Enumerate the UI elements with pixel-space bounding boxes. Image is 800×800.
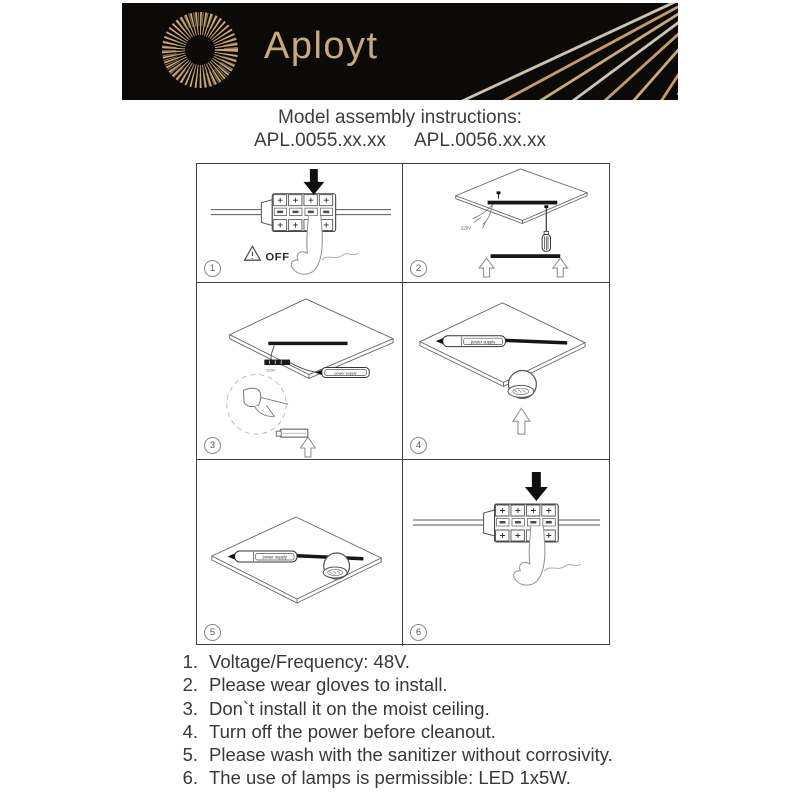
model-number-right: APL.0056.xx.xx xyxy=(414,130,547,151)
arrow-up-icon xyxy=(553,258,568,277)
assembly-step-2-panel xyxy=(403,164,609,283)
assembly-step-3-panel xyxy=(197,283,403,460)
mounting-bar xyxy=(488,201,558,205)
note-number: 2. xyxy=(182,674,198,696)
detail-callout xyxy=(227,374,288,434)
step-2-illustration xyxy=(403,164,609,282)
screwdriver-icon xyxy=(542,212,550,252)
note-number: 3. xyxy=(182,697,198,719)
connector-block xyxy=(264,360,290,365)
banner-decoration xyxy=(122,3,678,100)
assembly-step-5-panel xyxy=(197,460,403,646)
title-block xyxy=(0,106,800,153)
note-text: Please wash with the sanitizer without corrosivity. xyxy=(209,744,613,766)
ceiling-panel xyxy=(230,299,393,379)
assembly-step-6-panel xyxy=(403,460,609,646)
power-supply-box xyxy=(228,551,297,562)
warning-off-label xyxy=(245,246,290,263)
rays-decoration xyxy=(458,3,678,100)
step-5-illustration xyxy=(197,460,402,646)
note-number: 6. xyxy=(182,767,198,789)
notes-list xyxy=(172,650,732,790)
page-title: Model assembly instructions: xyxy=(278,107,522,128)
step-number-badge: 2 xyxy=(410,260,427,277)
breaker-block xyxy=(484,504,559,542)
step-1-illustration xyxy=(197,164,402,282)
sunburst-logo-icon xyxy=(169,19,231,81)
off-label: OFF xyxy=(265,251,290,264)
note-number: 5. xyxy=(182,744,198,766)
note-number: 4. xyxy=(182,720,198,742)
note-text: Please wear gloves to install. xyxy=(209,674,448,696)
arrow-up-icon xyxy=(479,258,494,277)
assembly-step-4-panel xyxy=(403,283,609,460)
note-text: Don`t install it on the moist ceiling. xyxy=(209,697,490,719)
mounting-bar xyxy=(268,342,347,345)
step-number-badge: 6 xyxy=(410,624,427,641)
power-supply-label: power supply xyxy=(262,554,287,560)
note-text: Turn off the power before cleanout. xyxy=(209,720,496,742)
note-text: Voltage/Frequency: 48V. xyxy=(209,651,410,672)
note-number: 1. xyxy=(182,651,198,672)
arrow-up-icon xyxy=(300,437,315,457)
model-number-left: APL.0055.xx.xx xyxy=(253,130,386,151)
arrow-up-icon xyxy=(513,408,530,434)
assembly-steps-grid xyxy=(196,163,610,645)
breaker-block xyxy=(261,194,335,232)
power-supply-label: power supply xyxy=(334,371,357,376)
voltage-label: 220V xyxy=(266,367,276,373)
step-number-badge: 4 xyxy=(410,437,427,454)
arrow-down-icon xyxy=(303,169,324,195)
loose-bar xyxy=(491,254,561,258)
model-numbers xyxy=(0,129,800,153)
arrow-down-icon xyxy=(525,472,548,501)
power-supply-box xyxy=(315,368,369,378)
step-4-illustration xyxy=(403,283,609,459)
assembly-step-1-panel xyxy=(197,164,403,283)
step-6-illustration xyxy=(403,460,609,646)
lamp-icon xyxy=(323,553,349,579)
power-supply-label: power supply xyxy=(470,339,496,345)
note-text: The use of lamps is permissible: LED 1x5W. xyxy=(209,767,571,789)
step-3-illustration xyxy=(197,283,402,459)
step-number-badge: 5 xyxy=(204,624,221,641)
brand-banner xyxy=(122,3,678,100)
lamp-icon xyxy=(508,371,536,399)
power-supply-box xyxy=(436,336,506,347)
brand-name: Aployt xyxy=(264,25,379,67)
step-number-badge: 3 xyxy=(204,437,221,454)
track-rail xyxy=(506,339,568,345)
voltage-label: 220V xyxy=(460,225,472,231)
step-number-badge: 1 xyxy=(204,260,221,277)
clip-part xyxy=(276,429,308,437)
ceiling-panel xyxy=(456,169,587,224)
wire-line xyxy=(271,346,274,360)
